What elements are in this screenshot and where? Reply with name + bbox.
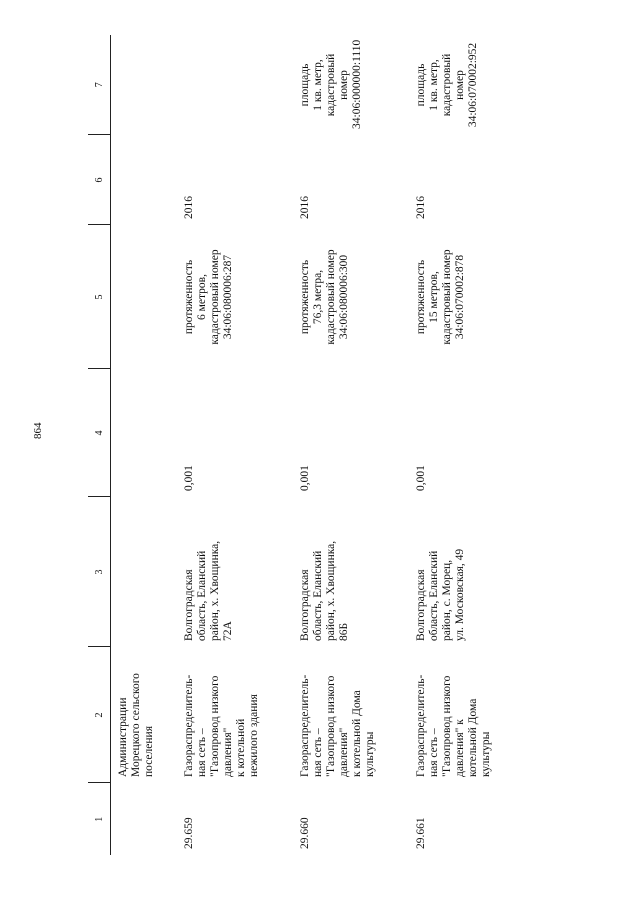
column-number: 2 [88, 647, 111, 783]
cell-year: 2016 [183, 196, 195, 219]
cell-value [111, 369, 178, 497]
cell-name: Администрации Морецкого сельского поселения [117, 673, 155, 777]
cell-number: 29.660 [299, 817, 311, 849]
table-row [409, 35, 525, 855]
column-number: 1 [93, 816, 105, 822]
cell-year: 2016 [299, 196, 311, 219]
cell-name: Газораспределитель- ная сеть – "Газопровод низкого давления" к котельной Дома культуры [299, 674, 376, 777]
table-row [293, 35, 409, 855]
cell-note [111, 35, 178, 135]
cell-number: 29.661 [415, 817, 427, 849]
cell-value: 0,001 [415, 465, 427, 491]
column-number-row [88, 35, 111, 855]
page-number: 864 [32, 422, 44, 439]
table-row [177, 35, 293, 855]
cell-address: Волгоградская область, Еланский район, х. Хвощинка, 86Б [299, 540, 350, 641]
cell-characteristics: протяженность 15 метров, кадастровый номер 34:06:070002:878 [415, 249, 466, 345]
cell-note [177, 35, 293, 135]
column-number: 3 [88, 497, 111, 647]
cell-characteristics: протяженность 76,3 метра, кадастровый номер 34:06:080006:300 [299, 249, 350, 345]
cell-characteristics: протяженность 6 метров, кадастровый номер 34:06:080006:287 [183, 249, 234, 345]
cell-number: 29.659 [183, 817, 195, 849]
cell-name: Газораспределитель- ная сеть – "Газопровод низкого давления" к котельной нежилого здания [183, 674, 260, 777]
cell-year [111, 135, 178, 225]
table-row [111, 35, 178, 855]
cell-address [111, 497, 178, 647]
column-number: 6 [88, 135, 111, 225]
cell-value: 0,001 [183, 465, 195, 491]
column-number: 5 [88, 225, 111, 369]
rotated-table-container [88, 35, 523, 855]
cell-address: Волгоградская область, Еланский район, х. Хвощинка, 72А [183, 540, 234, 641]
column-number: 4 [88, 369, 111, 497]
cell-address: Волгоградская область, Еланский район, с. Морец, ул. Московская, 49 [415, 548, 466, 641]
cell-year: 2016 [415, 196, 427, 219]
cell-note: площадь 1 кв. метр, кадастровый номер 34:06:070002:952 [415, 42, 479, 128]
column-number: 7 [88, 35, 111, 135]
property-table [88, 35, 525, 855]
cell-note: площадь 1 кв. метр, кадастровый номер 34:06:000000:1110 [299, 39, 363, 129]
cell-characteristics [111, 225, 178, 369]
cell-name: Газораспределитель- ная сеть – "Газопровод низкого давления" к котельной Дома культуры [415, 674, 492, 777]
cell-value: 0,001 [299, 465, 311, 491]
cell-number [111, 783, 178, 855]
